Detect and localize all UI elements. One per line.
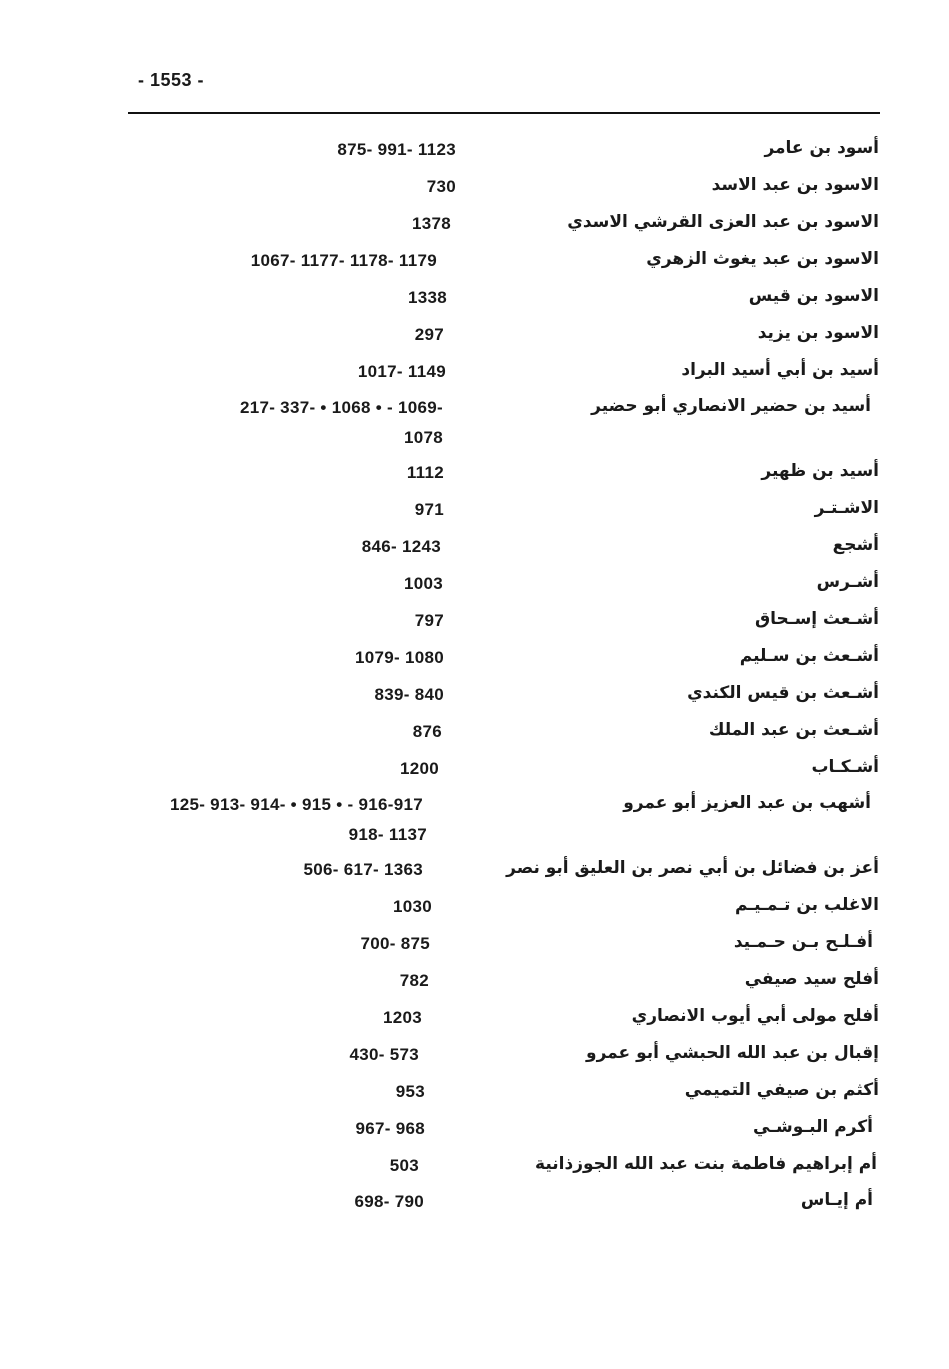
index-entry bbox=[0, 498, 949, 528]
index-entry bbox=[0, 932, 949, 962]
entry-pages: 1079- 1080 bbox=[354, 648, 444, 667]
index-entry bbox=[0, 535, 949, 565]
entry-name: أشـكـاب bbox=[811, 757, 879, 777]
entry-name: أشـرس bbox=[816, 572, 879, 592]
entry-pages: 971 bbox=[414, 500, 444, 519]
entry-pages: 967- 968 bbox=[355, 1119, 425, 1138]
index-entry bbox=[0, 396, 949, 447]
entry-pages: 1203 bbox=[382, 1008, 422, 1027]
entry-name: الاسود بن عبد الاسد bbox=[711, 175, 879, 195]
entry-pages-continued: 1078 bbox=[403, 428, 443, 447]
entry-pages: 875- 991- 1123 bbox=[337, 140, 456, 159]
entry-name: أشـعث بن سـليم bbox=[739, 646, 879, 666]
index-entry bbox=[0, 609, 949, 639]
entry-pages: 1017- 1149 bbox=[357, 362, 446, 381]
entry-pages: 700- 875 bbox=[360, 934, 430, 953]
entry-pages: 503 bbox=[389, 1156, 419, 1175]
index-entry bbox=[0, 895, 949, 925]
entry-pages: 1338 bbox=[407, 288, 447, 307]
entry-name: أكرم البـوشـي bbox=[752, 1117, 873, 1137]
index-entry bbox=[0, 1190, 949, 1220]
entry-pages: 698- 790 bbox=[354, 1192, 424, 1211]
entry-name: أشـعث إسـحاق bbox=[754, 609, 879, 629]
index-entry bbox=[0, 286, 949, 316]
entry-pages-continued: 918- 1137 bbox=[348, 825, 427, 844]
entry-name: أشجع bbox=[832, 535, 879, 555]
index-entry bbox=[0, 683, 949, 713]
entry-name: أشهب بن عبد العزيز أبو عمرو bbox=[623, 793, 871, 813]
entry-pages: 506- 617- 1363 bbox=[303, 860, 423, 879]
entry-name: أعز بن فضائل بن أبي نصر بن العليق أبو نصر bbox=[506, 858, 879, 878]
index-entry bbox=[0, 212, 949, 242]
entry-name: أشـعث بن عبد الملك bbox=[708, 720, 879, 740]
entry-name: الاسود بن يزيد bbox=[757, 323, 879, 343]
index-entry bbox=[0, 1043, 949, 1073]
index-entry bbox=[0, 323, 949, 353]
entry-name: أسيد بن أبي أسيد البراد bbox=[681, 360, 879, 380]
entry-pages: 125- 913- 914- • 915 • - 916-917 bbox=[169, 795, 423, 814]
entry-name: الاسود بن عبد يغوث الزهري bbox=[646, 249, 879, 269]
entry-pages: 782 bbox=[399, 971, 429, 990]
index-entry bbox=[0, 646, 949, 676]
index-entry bbox=[0, 461, 949, 491]
entry-name: الاسود بن عبد العزى القرشي الاسدي bbox=[567, 212, 879, 232]
index-entry bbox=[0, 720, 949, 750]
entry-pages: 839- 840 bbox=[374, 685, 444, 704]
entry-name: أفلح سيد صيفي bbox=[744, 969, 879, 989]
entry-name: أسيد بن ظهير bbox=[761, 461, 879, 481]
index-entry bbox=[0, 1117, 949, 1147]
entry-name: أسود بن عامر bbox=[764, 138, 879, 158]
entry-pages: 1378 bbox=[411, 214, 451, 233]
entry-pages: 876 bbox=[412, 722, 442, 741]
index-entry bbox=[0, 1080, 949, 1110]
entry-pages: 797 bbox=[414, 611, 444, 630]
entry-name: أم إيـاس bbox=[800, 1190, 873, 1210]
index-entry bbox=[0, 175, 949, 205]
page-number: - 1553 - bbox=[138, 70, 205, 90]
entry-pages: 430- 573 bbox=[349, 1045, 419, 1064]
entry-pages: 846- 1243 bbox=[361, 537, 441, 556]
index-entry bbox=[0, 757, 949, 787]
entry-pages: 1067- 1177- 1178- 1179 bbox=[250, 251, 437, 270]
index-entry bbox=[0, 793, 949, 844]
entry-name: أفـلـح بـن حـمـيد bbox=[733, 932, 873, 952]
entry-pages: 217- 337- • 1068 • - 1069- bbox=[239, 398, 443, 417]
entry-pages: 297 bbox=[414, 325, 444, 344]
index-entry bbox=[0, 858, 949, 888]
entry-name: الاغلب بن تـمـيـم bbox=[734, 895, 879, 915]
entry-name: أشـعث بن قيس الكندي bbox=[687, 683, 879, 703]
entry-name: الاشـتـر bbox=[814, 498, 879, 518]
entry-name: أم إبراهيم فاطمة بنت عبد الله الجوزذانية bbox=[535, 1154, 877, 1174]
index-entry bbox=[0, 969, 949, 999]
entry-pages: 730 bbox=[426, 177, 456, 196]
index-entry bbox=[0, 1006, 949, 1036]
index-entry bbox=[0, 249, 949, 279]
entry-pages: 953 bbox=[395, 1082, 425, 1101]
entry-name: أفلح مولى أبي أيوب الانصاري bbox=[631, 1006, 879, 1026]
entry-pages: 1030 bbox=[392, 897, 432, 916]
index-entry bbox=[0, 572, 949, 602]
index-entry bbox=[0, 1154, 949, 1184]
entry-pages: 1003 bbox=[403, 574, 443, 593]
entry-name: الاسود بن قيس bbox=[748, 286, 879, 306]
entry-pages: 1200 bbox=[399, 759, 439, 778]
index-entry bbox=[0, 138, 949, 168]
entry-name: أسيد بن حضير الانصاري أبو حضير bbox=[591, 396, 871, 416]
entry-name: أكثم بن صيفي التميمي bbox=[684, 1080, 879, 1100]
entry-pages: 1112 bbox=[406, 463, 444, 482]
index-entry bbox=[0, 360, 949, 390]
entry-name: إقبال بن عبد الله الحبشي أبو عمرو bbox=[586, 1043, 879, 1063]
